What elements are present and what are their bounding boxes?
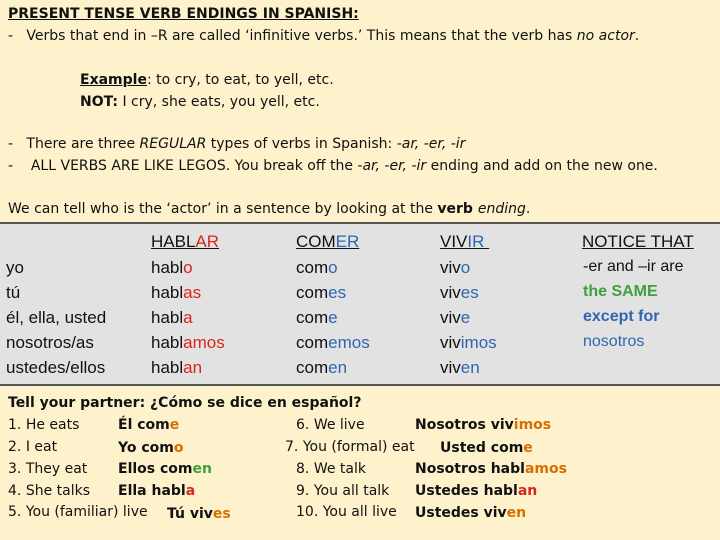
ir-form-nosotros: vivimos (440, 333, 497, 352)
header-comer: COMER (296, 232, 360, 251)
practice-item: 7. You (formal) eat (285, 439, 415, 455)
notice-title: NOTICE THAT (582, 232, 694, 251)
practice-item: 6. We live (296, 417, 365, 433)
bullet-legos: - ALL VERBS ARE LIKE LEGOS. You break off the -ar, -er, -ir ending and add on the new one. (8, 158, 658, 174)
pronoun-yo: yo (6, 258, 24, 277)
practice-answer: Nosotros vivimos (415, 417, 552, 433)
practice-answer: Ustedes viven (415, 505, 527, 521)
not-text: I cry, she eats, you yell, etc. (118, 94, 320, 110)
er-form-ustedes: comen (296, 358, 348, 377)
example-label: Example (80, 72, 147, 88)
bullet-infinitive-text: Verbs that end in –R are called ‘infinitive verbs.’ This means that the verb has (26, 28, 577, 44)
ar-form-tu: hablas (151, 283, 202, 302)
ir-form-ustedes: viven (440, 358, 480, 377)
page-title: PRESENT TENSE VERB ENDINGS IN SPANISH: (8, 6, 359, 22)
er-form-tu: comes (296, 283, 347, 302)
practice-item: 3. They eat (8, 461, 88, 477)
notice-line-2: the SAME (583, 283, 658, 300)
ir-form-el: vive (440, 308, 471, 327)
practice-item: 1. He eats (8, 417, 80, 433)
practice-answer: Él come (118, 417, 180, 433)
ar-form-nosotros: hablamos (151, 333, 225, 352)
header-hablar: HABLAR (151, 232, 220, 251)
header-vivir: VIVIR (440, 232, 485, 251)
pronoun-ustedes-ellos: ustedes/ellos (6, 358, 106, 377)
notice-line-4: nosotros (583, 333, 645, 350)
ir-form-tu: vives (440, 283, 479, 302)
ar-form-yo: hablo (151, 258, 193, 277)
practice-answer: Ella habla (118, 483, 196, 499)
conjugation-table (0, 222, 720, 386)
ar-form-ustedes: hablan (151, 358, 203, 377)
er-form-nosotros: comemos (296, 333, 370, 352)
er-form-yo: como (296, 258, 338, 277)
bullet-regular-types: - There are three REGULAR types of verbs in Spanish: -ar, -er, -ir (8, 136, 466, 152)
example-line (80, 72, 334, 88)
example-text: : to cry, to eat, to yell, etc. (146, 72, 334, 88)
not-line (80, 94, 320, 110)
practice-answer: Yo como (118, 440, 184, 456)
not-label: NOT: (80, 94, 119, 110)
pronoun-nosotros: nosotros/as (6, 333, 94, 352)
pronoun-tu: tú (6, 283, 21, 302)
no-actor-emphasis: no actor (576, 28, 635, 44)
practice-item: 8. We talk (296, 461, 366, 477)
bullet-infinitive: - Verbs that end in –R are called ‘infinitive verbs.’ This means that the verb has no actor. (8, 28, 640, 44)
actor-sentence: We can tell who is the ‘actor’ in a sentence by looking at the verb ending. (8, 201, 531, 217)
ir-form-yo: vivo (440, 258, 471, 277)
ar-form-el: habla (151, 308, 193, 327)
practice-answer: Tú vives (167, 506, 231, 522)
practice-item: 4. She talks (8, 483, 90, 499)
practice-item: 2. I eat (8, 439, 58, 455)
notice-line-3: except for (583, 308, 660, 325)
pronoun-el-ella-usted: él, ella, usted (6, 308, 107, 327)
practice-answer: Usted come (440, 440, 533, 456)
notice-line-1: -er and –ir are (583, 258, 684, 275)
er-form-el: come (296, 308, 338, 327)
practice-answer: Ellos comen (118, 461, 212, 477)
practice-prompt: Tell your partner: ¿Cómo se dice en español? (8, 395, 362, 411)
practice-answer: Ustedes hablan (415, 483, 538, 499)
practice-item: 10. You all live (296, 504, 397, 520)
practice-item: 9. You all talk (296, 483, 390, 499)
practice-answer: Nosotros hablamos (415, 461, 567, 477)
practice-item: 5. You (familiar) live (8, 504, 148, 520)
